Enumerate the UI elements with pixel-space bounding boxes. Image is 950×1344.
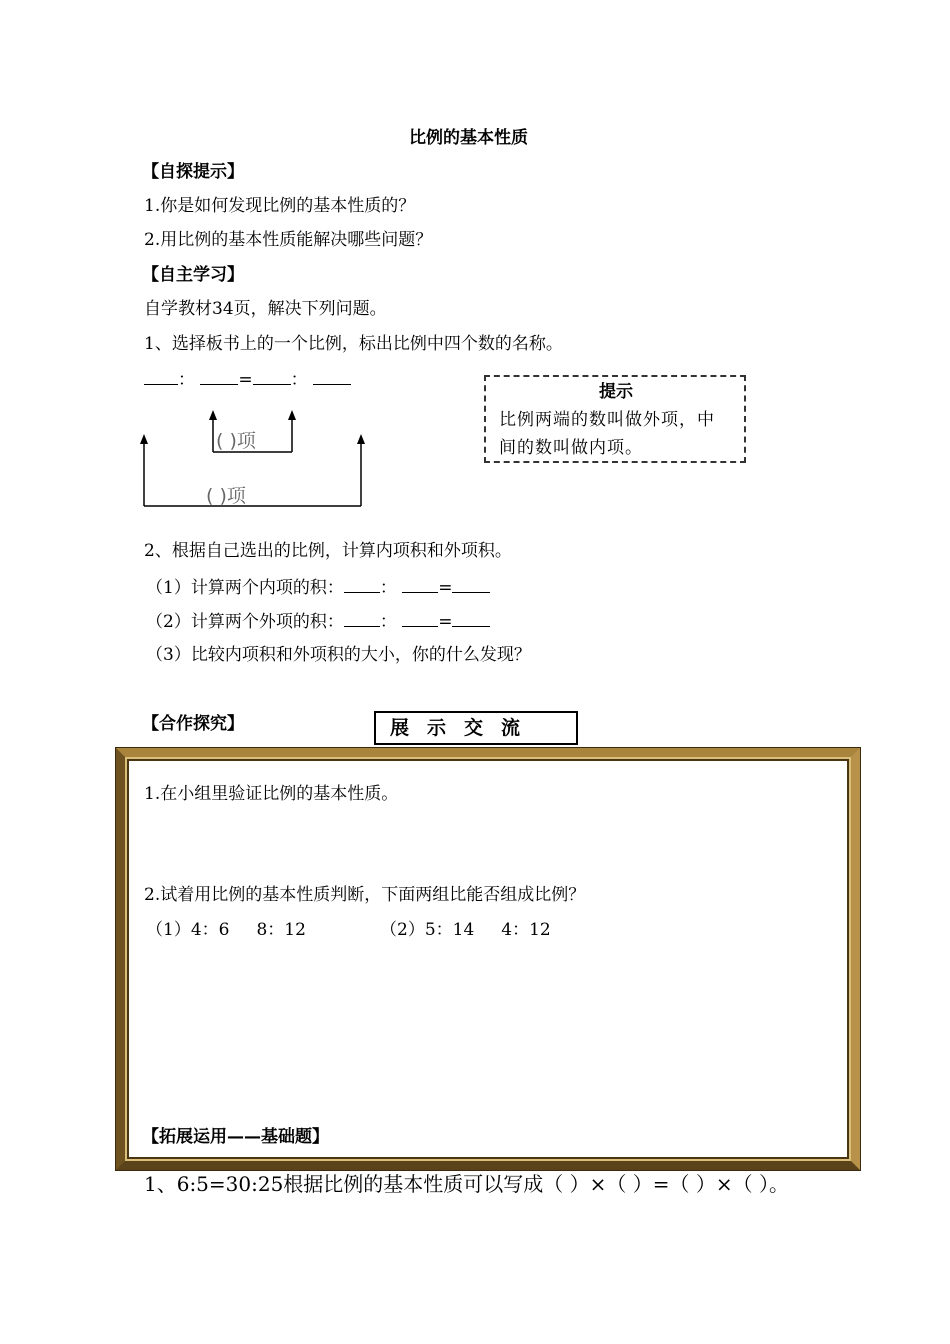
outer-term-label: ( )项 [206,485,246,507]
blank-inner-result[interactable] [452,576,490,593]
coop-question-2-a: （1）4：6 8：12 [146,920,306,940]
section-heading-self-explore: 【自探提示】 [142,162,244,182]
coop-question-2: 2.试着用比例的基本性质判断，下面两组比能否组成比例？ [144,885,586,905]
section-heading-self-study: 【自主学习】 [142,265,244,285]
page-title: 比例的基本性质 [409,128,528,148]
question-2: 2.用比例的基本性质能解决哪些问题？ [144,230,433,250]
question-1: 1.你是如何发现比例的基本性质的？ [144,196,416,216]
blank-outer-result[interactable] [452,610,490,627]
colon: ： [379,578,397,598]
section-heading-extension: 【拓展运用——基础题】 [142,1127,329,1147]
equals-sign: = [438,578,453,598]
decorative-frame [116,748,860,1170]
blank-outer-2[interactable] [402,610,438,627]
blank-inner-1[interactable] [344,576,380,593]
hint-title: 提示 [599,382,633,402]
study-intro: 自学教材34页，解决下列问题。 [144,299,387,319]
task-1: 1、选择板书上的一个比例，标出比例中四个数的名称。 [144,334,563,354]
blank-3[interactable] [253,368,291,385]
coop-question-2-b: （2）5：14 4：12 [380,920,551,940]
task-2-2 [146,610,490,633]
equals-sign: = [438,612,453,632]
task-2: 2、根据自己选出的比例，计算内项积和外项积。 [144,541,512,561]
coop-question-1: 1.在小组里验证比例的基本性质。 [144,784,399,804]
blank-4[interactable] [313,368,351,385]
colon: ： [379,612,397,632]
blank-inner-2[interactable] [402,576,438,593]
hint-line-2: 间的数叫做内项。 [499,438,643,458]
task-2-1-text: （1）计算两个内项的积： [146,578,344,598]
equals-sign: = [238,370,253,390]
blank-2[interactable] [200,368,238,385]
proportion-blanks [144,368,351,391]
extension-question-1: 1、6:5=30:25根据比例的基本性质可以写成（ ）×（ ）=（ ）×（ ）。 [144,1172,790,1196]
blank-1[interactable] [144,368,178,385]
blank-outer-1[interactable] [344,610,380,627]
section-heading-cooperation: 【合作探究】 [142,714,244,734]
show-exchange-box: 展示交流 [374,711,578,745]
task-2-1 [146,576,490,599]
task-2-2-text: （2）计算两个外项的积： [146,612,344,632]
inner-term-label: ( )项 [216,430,256,452]
colon: ： [290,370,308,390]
colon: ： [178,370,195,390]
task-2-3: （3）比较内项积和外项积的大小，你的什么发现？ [146,645,531,665]
hint-line-1: 比例两端的数叫做外项，中 [499,410,715,430]
